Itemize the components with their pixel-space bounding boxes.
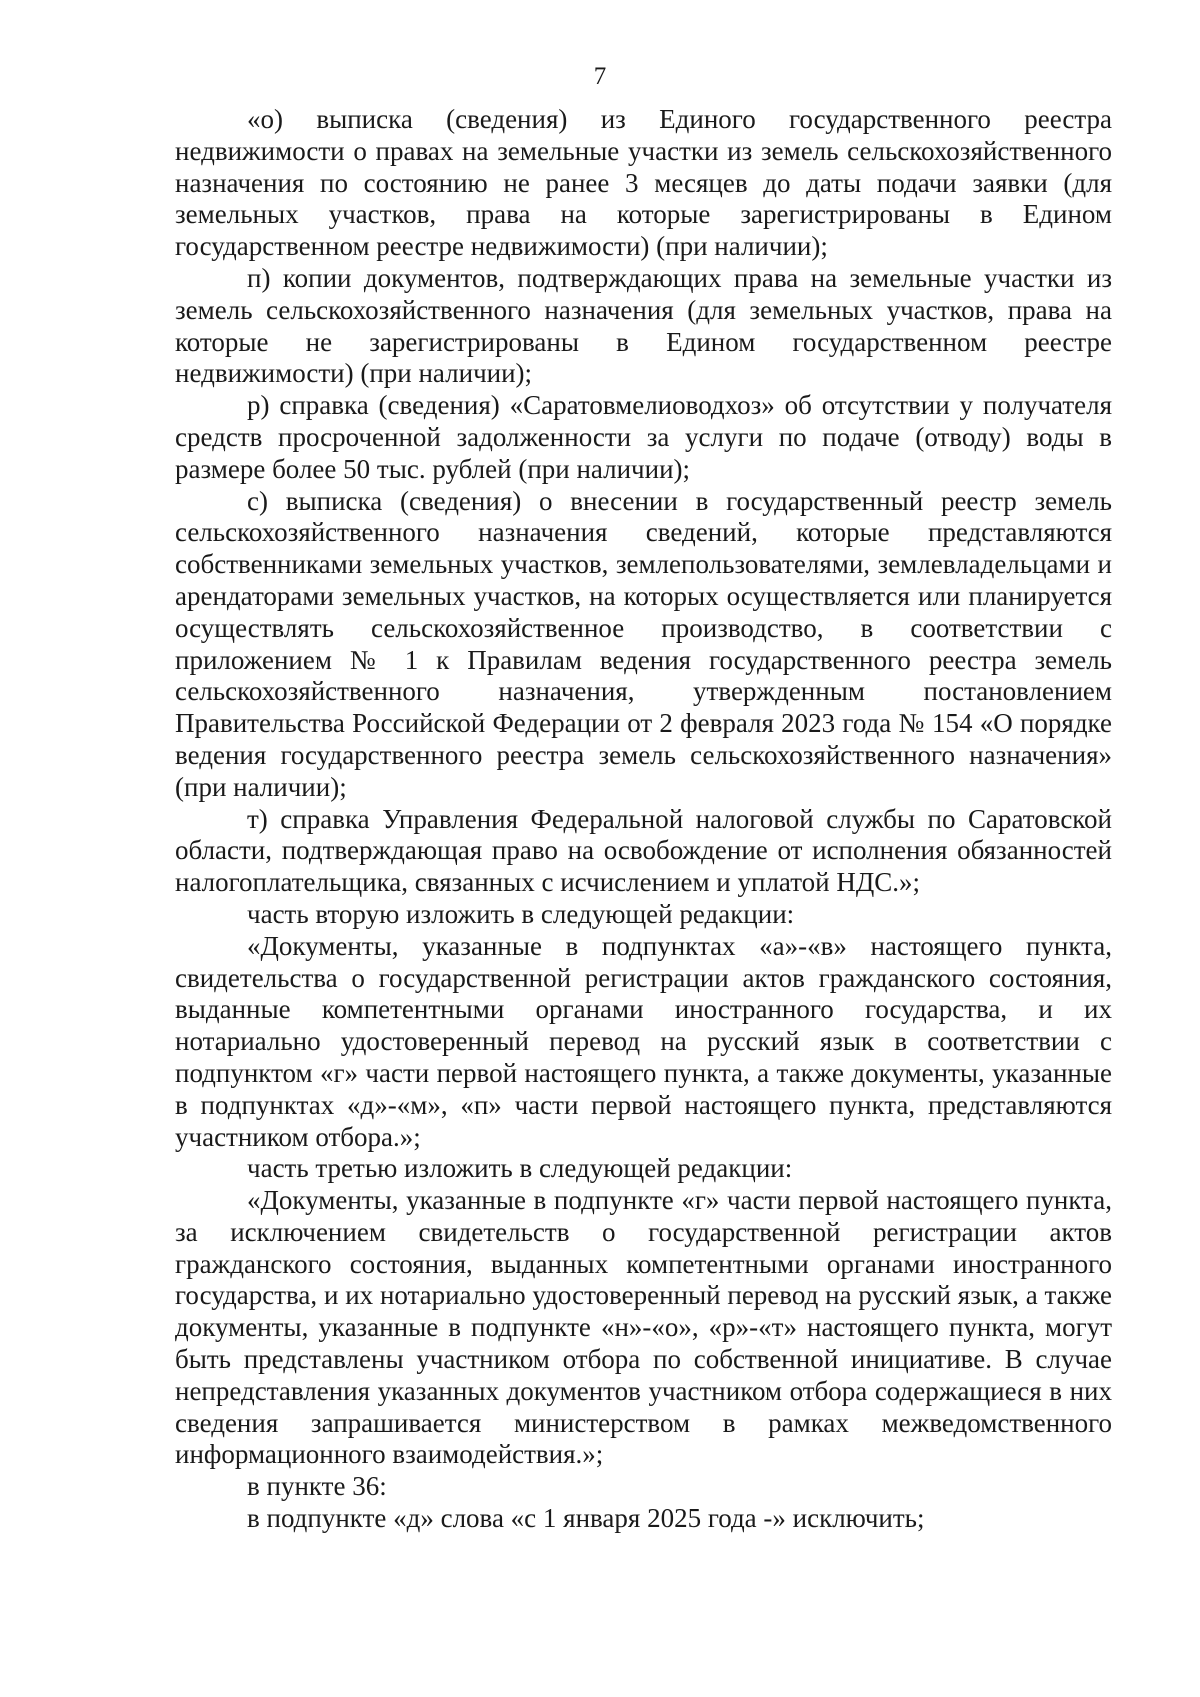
paragraph-part-three-text: «Документы, указанные в подпункте «г» части первой настоящего пункта, за исключением свидетельств о государственной регистрации актов гражданского состояния, выданных компетентными органами иностранного государства, и их нотариально удостоверенный перевод на русский язык, а также документы, указанные в подпункте «н»-«о», «р»-«т» настоящего пункта, могут быть представлены участником отбора по собственной инициативе. В случае непредставления указанных документов участником отбора содержащиеся в них сведения запрашивается министерством в рамках межведомственного информационного взаимодействия.»; <box>175 1185 1112 1470</box>
paragraph-part-two-intro: часть вторую изложить в следующей редакции: <box>247 898 795 929</box>
paragraph-subpoint-d: в подпункте «д» слова «с 1 января 2025 года -» исключить; <box>247 1503 925 1534</box>
paragraph-item-r: р) справка (сведения) «Саратовмелиоводхоз» об отсутствии у получателя средств просроченной задолженности за услуги по подаче (отводу) воды в размере более 50 тыс. рублей (при наличии); <box>175 390 1112 484</box>
page-number: 7 <box>593 63 607 90</box>
paragraph-item-t: т) справка Управления Федеральной налоговой службы по Саратовской области, подтверждающая право на освобождение от исполнения обязанностей налогоплательщика, связанных с исчислением и уплатой НДС.»; <box>175 803 1112 898</box>
document-body <box>175 104 1112 1535</box>
paragraph-item-o: «о) выписка (сведения) из Единого государственного реестра недвижимости о правах на земельные участки из земель сельскохозяйственного назначения по состоянию не ранее 3 месяцев до даты подачи заявки (для земельных участков, права на которые зарегистрированы в Едином государственном реестре недвижимости) (при наличии); <box>175 104 1112 262</box>
paragraph-item-p: п) копии документов, подтверждающих права на земельные участки из земель сельскохозяйственного назначения (для земельных участков, права на которые не зарегистрированы в Едином государственном реестре недвижимости) (при наличии); <box>175 262 1112 389</box>
paragraph-item-s: с) выписка (сведения) о внесении в государственный реестр земель сельскохозяйственного назначения сведений, которые представляются собственниками земельных участков, землепользователями, землевладельцами и арендаторами земельных участков, на которых осуществляется или планируется осуществлять сельскохозяйственное производство, в соответствии с приложением № 1 к Правилам ведения государственного реестра земель сельскохозяйственного назначения, утвержденным постановлением Правительства Российской Федерации от 2 февраля 2023 года № 154 «О порядке ведения государственного реестра земель сельскохозяйственного назначения» (при наличии); <box>175 485 1112 802</box>
paragraph-point-36: в пункте 36: <box>247 1471 387 1502</box>
paragraph-part-two-text: «Документы, указанные в подпунктах «а»-«в» настоящего пункта, свидетельства о государственной регистрации актов гражданского состояния, выданные компетентными органами иностранного государства, и их нотариально удостоверенный перевод на русский язык в соответствии с подпунктом «г» части первой настоящего пункта, а также документы, указанные в подпунктах «д»-«м», «п» части первой настоящего пункта, представляются участником отбора.»; <box>175 930 1112 1152</box>
paragraph-part-three-intro: часть третью изложить в следующей редакции: <box>247 1153 793 1184</box>
